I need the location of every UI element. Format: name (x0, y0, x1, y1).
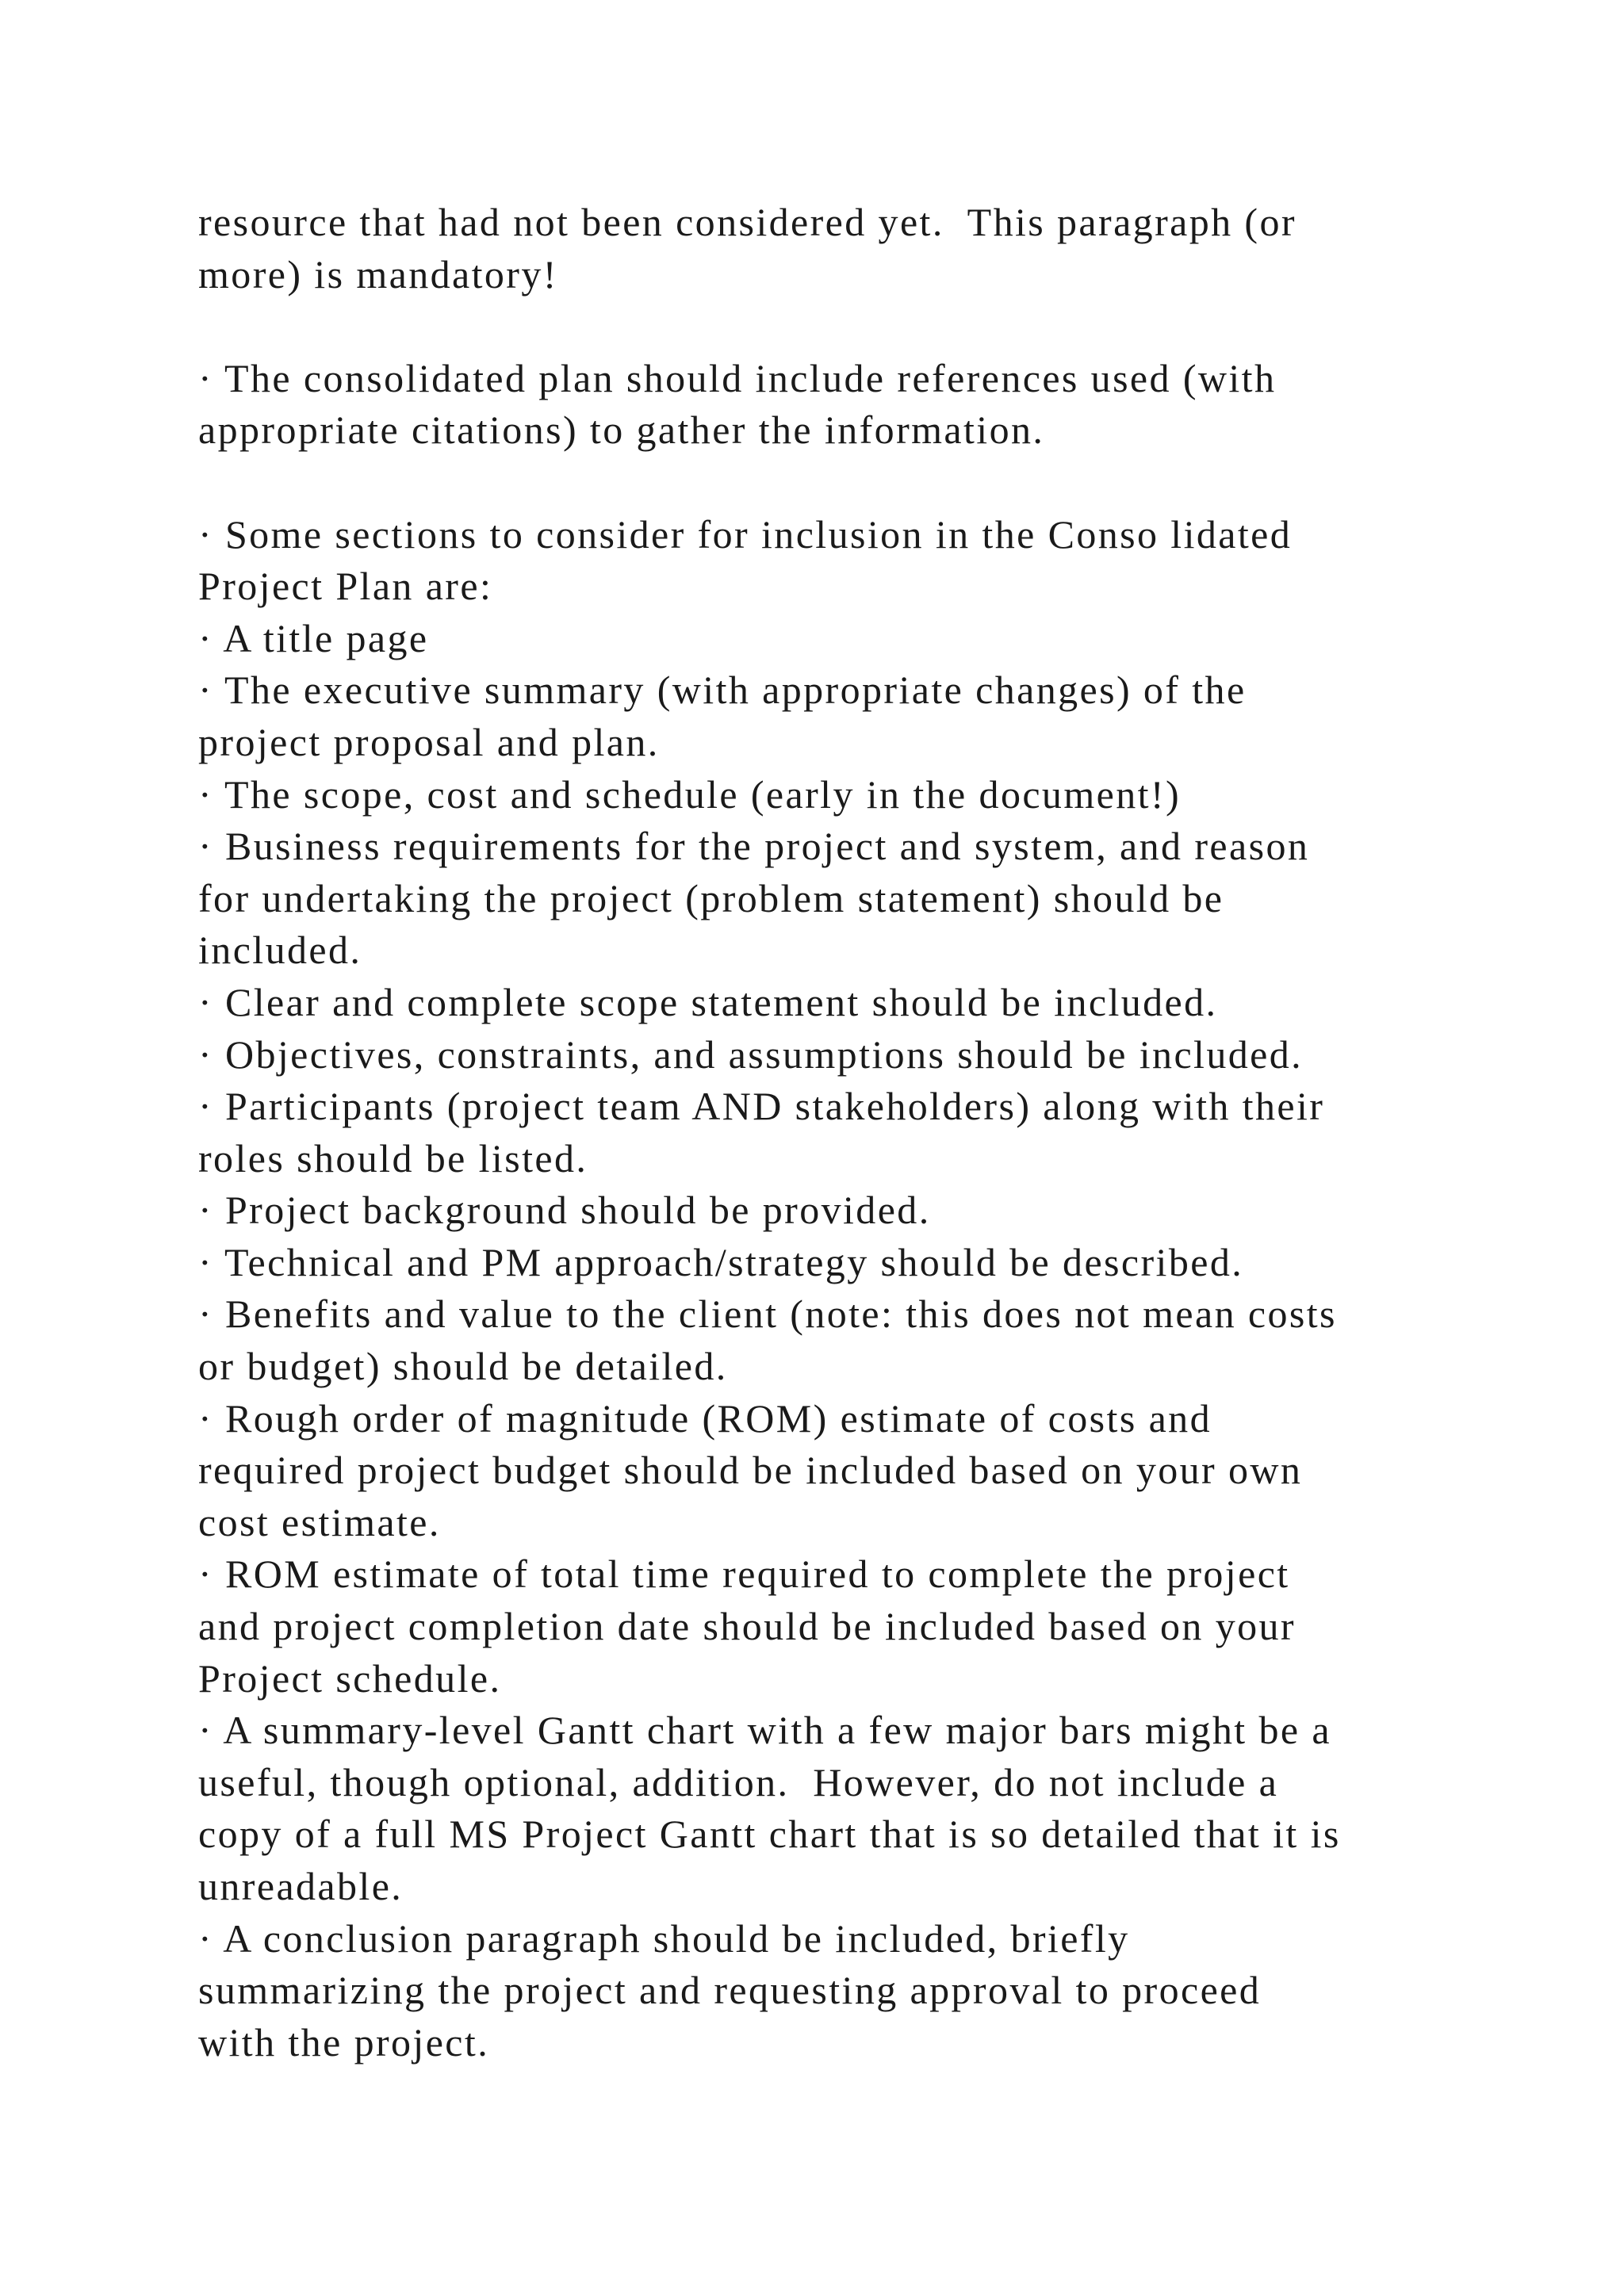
text-line: summarizing the project and requesting approval to proceed (198, 1968, 1262, 2013)
text-line: · Clear and complete scope statement should be included. (198, 979, 1218, 1024)
text-line: · Benefits and value to the client (note: this does not mean costs (198, 1292, 1337, 1337)
paragraph (198, 509, 1499, 2069)
text-line: · Objectives, constraints, and assumptions should be included. (198, 1031, 1304, 1077)
text-line: · Some sections to consider for inclusion in the Conso lidated (198, 511, 1293, 557)
text-line: · A conclusion paragraph should be included, briefly (198, 1915, 1130, 1961)
text-line: useful, though optional, addition. However, do not include a (198, 1759, 1279, 1804)
paragraph (198, 353, 1499, 457)
text-line: appropriate citations) to gather the information. (198, 408, 1045, 453)
text-line: resource that had not been considered yet. This paragraph (or (198, 200, 1297, 244)
text-line: included. (198, 928, 362, 973)
text-line: required project budget should be included based on your own (198, 1448, 1303, 1493)
text-line: Project schedule. (198, 1655, 502, 1701)
text-line: · The scope, cost and schedule (early in the document!) (198, 771, 1182, 817)
text-line: copy of a full MS Project Gantt chart that is so detailed that it is (198, 1812, 1341, 1857)
text-line: · Rough order of magnitude (ROM) estimate of costs and (198, 1395, 1212, 1441)
text-line: · Project background should be provided. (198, 1188, 931, 1233)
text-line: and project completion date should be included based on your (198, 1604, 1296, 1649)
text-line: · The executive summary (with appropriate changes) of the (198, 668, 1247, 713)
text-line: roles should be listed. (198, 1135, 588, 1181)
text-line: · ROM estimate of total time required to complete the project (198, 1552, 1290, 1597)
text-line: · Technical and PM approach/strategy should be described. (198, 1239, 1244, 1284)
paragraph-gap (198, 457, 1499, 509)
text-line: · A summary-level Gantt chart with a few major bars might be a (198, 1708, 1331, 1753)
text-line: project proposal and plan. (198, 719, 660, 764)
text-line: Project Plan are: (198, 564, 493, 609)
text-line: more) is mandatory! (198, 251, 558, 297)
text-line: · A title page (198, 615, 429, 660)
document-body (198, 197, 1499, 2068)
text-line: · The consolidated plan should include references used (with (198, 355, 1277, 400)
text-line: or budget) should be detailed. (198, 1344, 728, 1389)
paragraph-gap (198, 300, 1499, 353)
text-line: with the project. (198, 2019, 490, 2064)
text-line: for undertaking the project (problem statement) should be (198, 875, 1224, 920)
text-line: · Business requirements for the project and system, and reason (198, 824, 1310, 869)
paragraph (198, 197, 1499, 300)
text-line: · Participants (project team AND stakeholders) along with their (198, 1084, 1325, 1129)
text-line: cost estimate. (198, 1499, 441, 1544)
text-line: unreadable. (198, 1864, 404, 1908)
